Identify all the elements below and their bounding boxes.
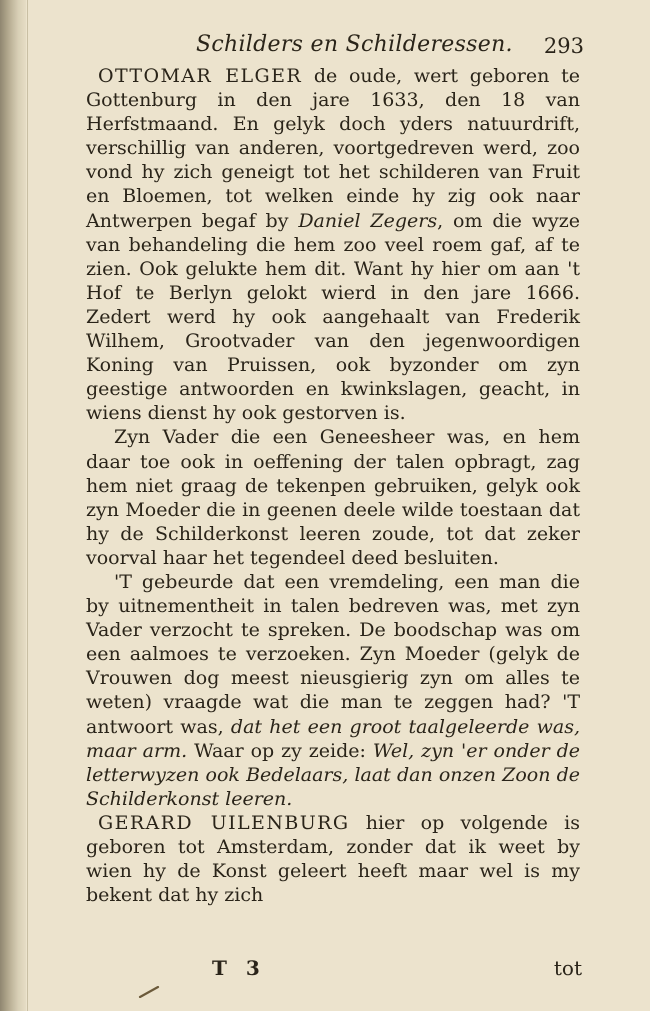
italic-name-daniel-zegers: Daniel Zegers: [298, 209, 438, 232]
book-page: [86, 30, 584, 907]
ink-stain-mark: [138, 986, 160, 998]
paragraph-ottomar-elger: [86, 64, 580, 425]
gutter-edge: [27, 0, 28, 1011]
page-footer: [212, 956, 582, 982]
signature-mark: T 3: [212, 956, 266, 980]
catchword: tot: [553, 956, 582, 980]
paragraph-text: Zyn Vader die een Geneesheer was, en hem daar toe ook in oeffening der talen opbragt, zag hem niet graag de tekenpen gebruiken, gelyk ook zyn Moeder die in geenen deele wilde toestaan dat hy de Schilderkonst leeren zoude, tot dat zeker voorval haar het tegendeel deed besluiten.: [86, 426, 580, 569]
page-number: 293: [543, 34, 584, 58]
artist-name-gerard-uilenburg: GERARD UILENBURG: [98, 811, 350, 834]
paragraph-text-continued: , om die wyze van behandeling die hem zoo veel roem gaf, af te zien. Ook gelukte hem dit. Want hy hier om aan 't Hof te Berlyn gelokt wierd in den jare 1666. Zedert werd hy ook aangehaalt van Frederik Wilhem, Grootvader van den jegenwoordigen Koning van Pruissen, ook byzonder om zyn geestige antwoorden en kwinkslagen, geacht, in wiens dienst hy ook gestorven is.: [86, 209, 581, 425]
artist-name-ottomar-elger: OTTOMAR ELGER: [98, 65, 303, 87]
paragraph-father: [86, 425, 580, 570]
body-text: [86, 64, 580, 907]
paragraph-text: hier op volgende is geboren tot Amsterdam, zonder dat ik weet by wien hy de Konst geleert heeft maar wel is my bekent dat hy zich: [86, 811, 580, 907]
page-header: [86, 30, 584, 64]
italic-quote-answer: dat het een groot taalgeleerde was, maar arm.: [86, 715, 580, 762]
book-gutter: [0, 0, 26, 1011]
italic-quote-mother: Wel, zyn 'er onder de letterwyzen ook Bedelaars, laat dan onzen Zoon de Schilderkonst leeren.: [86, 739, 581, 810]
paragraph-text: 'T gebeurde dat een vremdeling, een man die by uitnementheit in talen bedreven was, met zyn Vader verzocht te spreken. De boodschap was om een aalmoes te verzoeken. Zyn Moeder (gelyk de Vrouwen dog meest nieusgierig zyn om alles te weten) vraagde wat die man te zeggen had? 'T antwoort was,: [86, 570, 580, 738]
paragraph-text-mid: Waar op zy zeide:: [187, 739, 373, 762]
paragraph-text: de oude, wert geboren te Gottenburg in den jare 1633, den 18 van Herfstmaand. En gelyk doch yders natuurdrift, verschillig van anderen, voortgedreven werd, zoo vond hy zich geneigt tot het schilderen van Fruit en Bloemen, tot welken einde hy zig ook naar Antwerpen begaf by: [86, 65, 580, 232]
paragraph-stranger: [86, 570, 580, 811]
paragraph-gerard-uilenburg: [86, 811, 580, 907]
running-head: Schilders en Schilderessen.: [196, 32, 513, 57]
